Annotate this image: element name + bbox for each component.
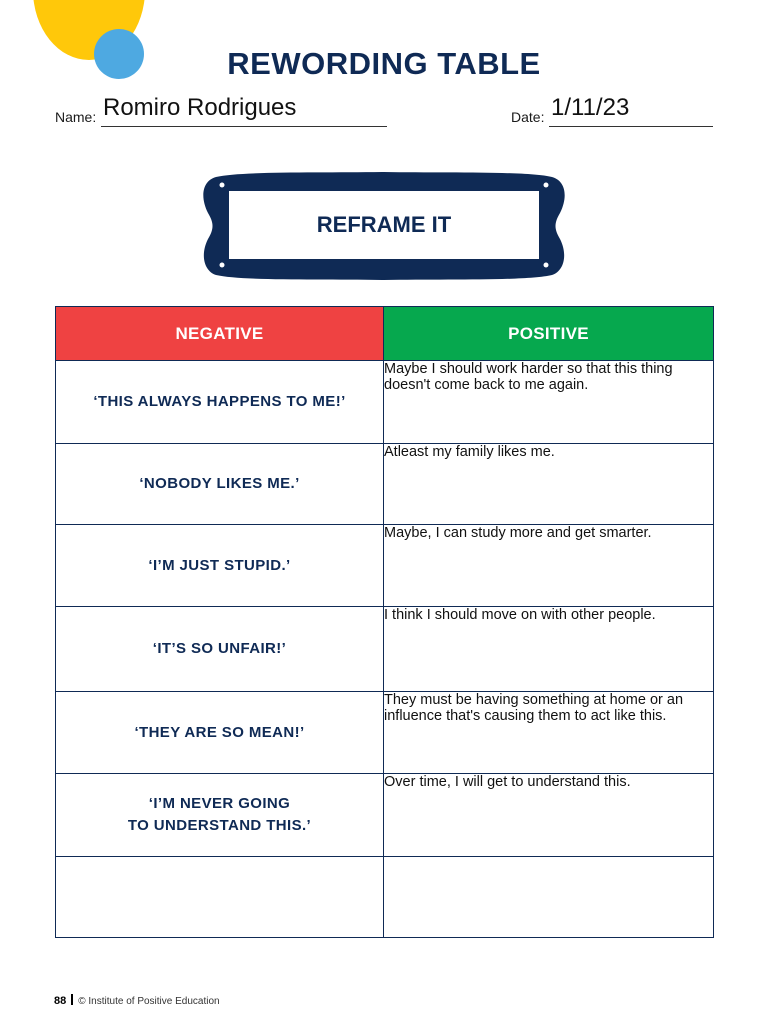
table-row [56, 361, 714, 444]
positive-response[interactable]: Maybe, I can study more and get smarter. [384, 525, 714, 607]
name-underline [101, 126, 387, 127]
table-row [56, 857, 714, 938]
positive-response[interactable]: I think I should move on with other people. [384, 607, 714, 692]
name-label: Name: [55, 109, 97, 125]
positive-response[interactable] [384, 857, 714, 938]
date-label: Date: [511, 109, 545, 125]
table-row [56, 774, 714, 857]
header-positive: POSITIVE [384, 307, 714, 361]
table-row [56, 525, 714, 607]
negative-statement[interactable] [56, 857, 384, 938]
table-row [56, 607, 714, 692]
table-row [56, 444, 714, 525]
positive-response[interactable]: They must be having something at home or an influence that's causing them to act like this. [384, 692, 714, 774]
name-value[interactable]: Romiro Rodrigues [103, 94, 297, 121]
negative-statement: ‘I’M JUST STUPID.’ [56, 525, 384, 607]
date-underline [549, 126, 713, 127]
table-header-row [56, 307, 714, 361]
negative-statement: ‘I’M NEVER GOING TO UNDERSTAND THIS.’ [56, 774, 384, 857]
positive-response[interactable]: Over time, I will get to understand this. [384, 774, 714, 857]
table-row [56, 692, 714, 774]
rewording-table [55, 306, 714, 938]
negative-statement: ‘THEY ARE SO MEAN!’ [56, 692, 384, 774]
header-negative: NEGATIVE [56, 307, 384, 361]
negative-statement: ‘NOBODY LIKES ME.’ [56, 444, 384, 525]
positive-response[interactable]: Atleast my family likes me. [384, 444, 714, 525]
page-title: REWORDING TABLE [227, 46, 541, 81]
date-value[interactable]: 1/11/23 [551, 94, 630, 121]
negative-statement: ‘THIS ALWAYS HAPPENS TO ME!’ [56, 361, 384, 444]
page-footer [54, 994, 220, 1007]
negative-statement: ‘IT’S SO UNFAIR!’ [56, 607, 384, 692]
positive-response[interactable]: Maybe I should work harder so that this thing doesn't come back to me again. [384, 361, 714, 444]
footer-divider [71, 994, 73, 1005]
plaque-title: REFRAME IT [316, 212, 452, 237]
copyright-text: © Institute of Positive Education [78, 996, 220, 1007]
page-number: 88 [54, 995, 67, 1007]
